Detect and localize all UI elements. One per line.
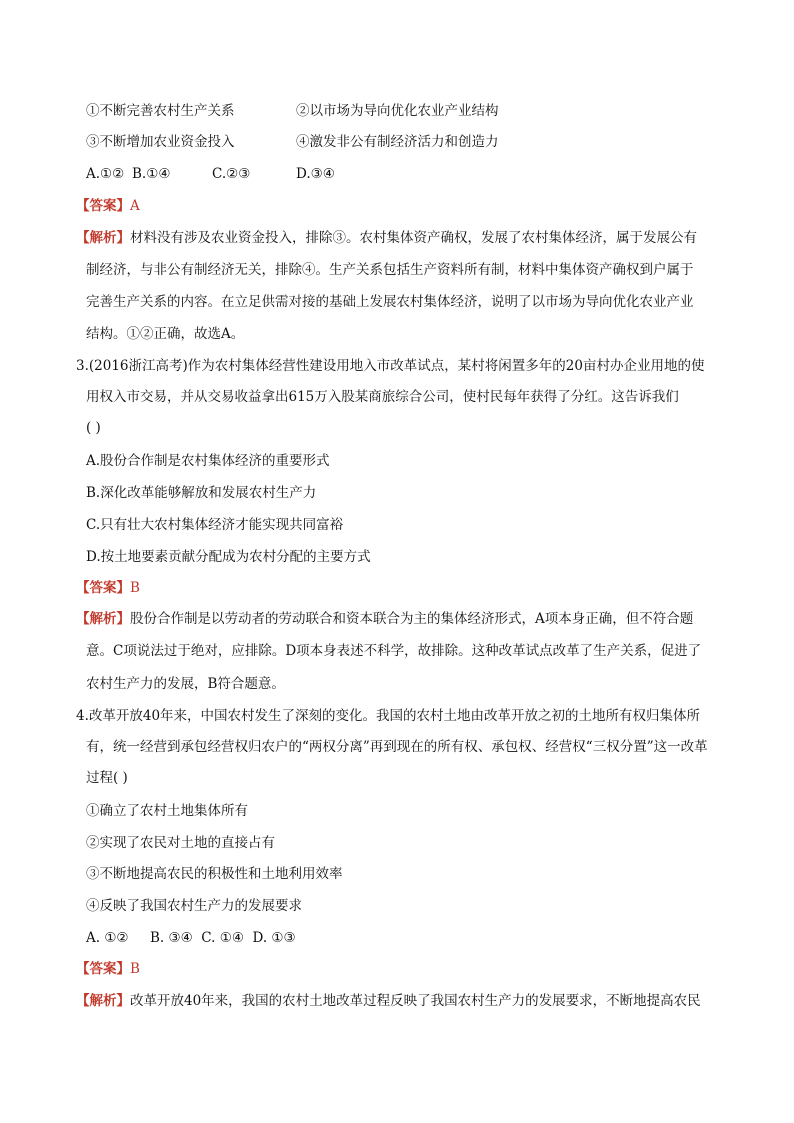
q3-option-d: D.按土地要素贡献分配成为农村分配的主要方式 bbox=[86, 549, 371, 565]
q3-stem-line-3: ( ) bbox=[86, 420, 101, 436]
q3-stem-line-2: 用权入市交易，并从交易收益拿出615万入股某商旅综合公司，使村民每年获得了分红。这告诉我们 bbox=[86, 389, 679, 405]
q2-choice-c: C.②③ bbox=[212, 166, 251, 182]
q2-option-2: ②以市场为导向优化农业产业结构 bbox=[296, 103, 499, 119]
analysis-label: 【解析】 bbox=[76, 611, 130, 627]
analysis-text: 改革开放40年来，我国的农村土地改革过程反映了我国农村生产力的发展要求，不断地提高农民 bbox=[130, 993, 701, 1009]
q3-option-c: C.只有壮大农村集体经济才能实现共同富裕 bbox=[86, 517, 344, 533]
q3-analysis-line-1 bbox=[76, 609, 693, 629]
q4-stem-line-1: 4.改革开放40年来，中国农村发生了深刻的变化。我国的农村土地由改革开放之初的土地所有权归集体所 bbox=[76, 708, 701, 724]
q2-option-3: ③不断增加农业资金投入 bbox=[86, 134, 235, 150]
q2-analysis-line-3: 完善生产关系的内容。在立足供需对接的基础上发展农村集体经济，说明了以市场为导向优化农业产业 bbox=[86, 294, 694, 310]
q2-option-1: ①不断完善农村生产关系 bbox=[86, 103, 235, 119]
answer-value: B bbox=[130, 961, 140, 977]
q2-analysis-line-2: 制经济，与非公有制经济无关，排除④。生产关系包括生产资料所有制，材料中集体资产确权到户属于 bbox=[86, 262, 694, 278]
q3-option-a: A.股份合作制是农村集体经济的重要形式 bbox=[86, 453, 330, 469]
answer-value: B bbox=[130, 580, 140, 596]
q2-analysis-line-4: 结构。①②正确，故选A。 bbox=[86, 326, 245, 342]
q2-option-4: ④激发非公有制经济活力和创造力 bbox=[296, 134, 499, 150]
analysis-text: 材料没有涉及农业资金投入，排除③。农村集体资产确权，发展了农村集体经济，属于发展公有 bbox=[130, 230, 697, 246]
q2-analysis-line-1 bbox=[76, 228, 697, 248]
q4-stem-line-2: 有，统一经营到承包经营权归农户的“两权分离”再到现在的所有权、承包权、经营权“三权分置”这一改革 bbox=[86, 739, 708, 755]
answer-label: 【答案】 bbox=[76, 961, 130, 977]
q3-answer bbox=[76, 578, 140, 598]
q4-stem-line-3: 过程( ) bbox=[86, 770, 128, 786]
q3-option-b: B.深化改革能够解放和发展农村生产力 bbox=[86, 485, 317, 501]
q2-answer bbox=[76, 196, 140, 216]
q4-option-3: ③不断地提高农民的积极性和土地利用效率 bbox=[86, 866, 343, 882]
q4-choices: A. ①② B. ③④ C. ①④ D. ①③ bbox=[86, 930, 296, 946]
analysis-text: 股份合作制是以劳动者的劳动联合和资本联合为主的集体经济形式，A项本身正确，但不符合题 bbox=[130, 611, 694, 627]
q3-analysis-line-2: 意。C项说法过于绝对，应排除。D项本身表述不科学，故排除。这种改革试点改革了生产关系，促进了 bbox=[86, 643, 702, 659]
answer-value: A bbox=[130, 198, 140, 214]
q2-choice-b: B.①④ bbox=[132, 166, 171, 182]
analysis-label: 【解析】 bbox=[76, 993, 130, 1009]
q2-choice-a: A.①② bbox=[86, 166, 125, 182]
q4-option-2: ②实现了农民对土地的直接占有 bbox=[86, 835, 275, 851]
q2-choice-d: D.③④ bbox=[296, 166, 335, 182]
answer-label: 【答案】 bbox=[76, 198, 130, 214]
analysis-label: 【解析】 bbox=[76, 230, 130, 246]
q4-answer bbox=[76, 959, 140, 979]
q3-analysis-line-3: 农村生产力的发展，B符合题意。 bbox=[86, 676, 285, 692]
q4-option-4: ④反映了我国农村生产力的发展要求 bbox=[86, 898, 302, 914]
q3-stem-line-1: 3.(2016浙江高考)作为农村集体经营性建设用地入市改革试点，某村将闲置多年的20亩村办企业用地的使 bbox=[76, 358, 705, 374]
answer-label: 【答案】 bbox=[76, 580, 130, 596]
q4-analysis-line-1 bbox=[76, 991, 701, 1011]
q4-option-1: ①确立了农村土地集体所有 bbox=[86, 803, 248, 819]
